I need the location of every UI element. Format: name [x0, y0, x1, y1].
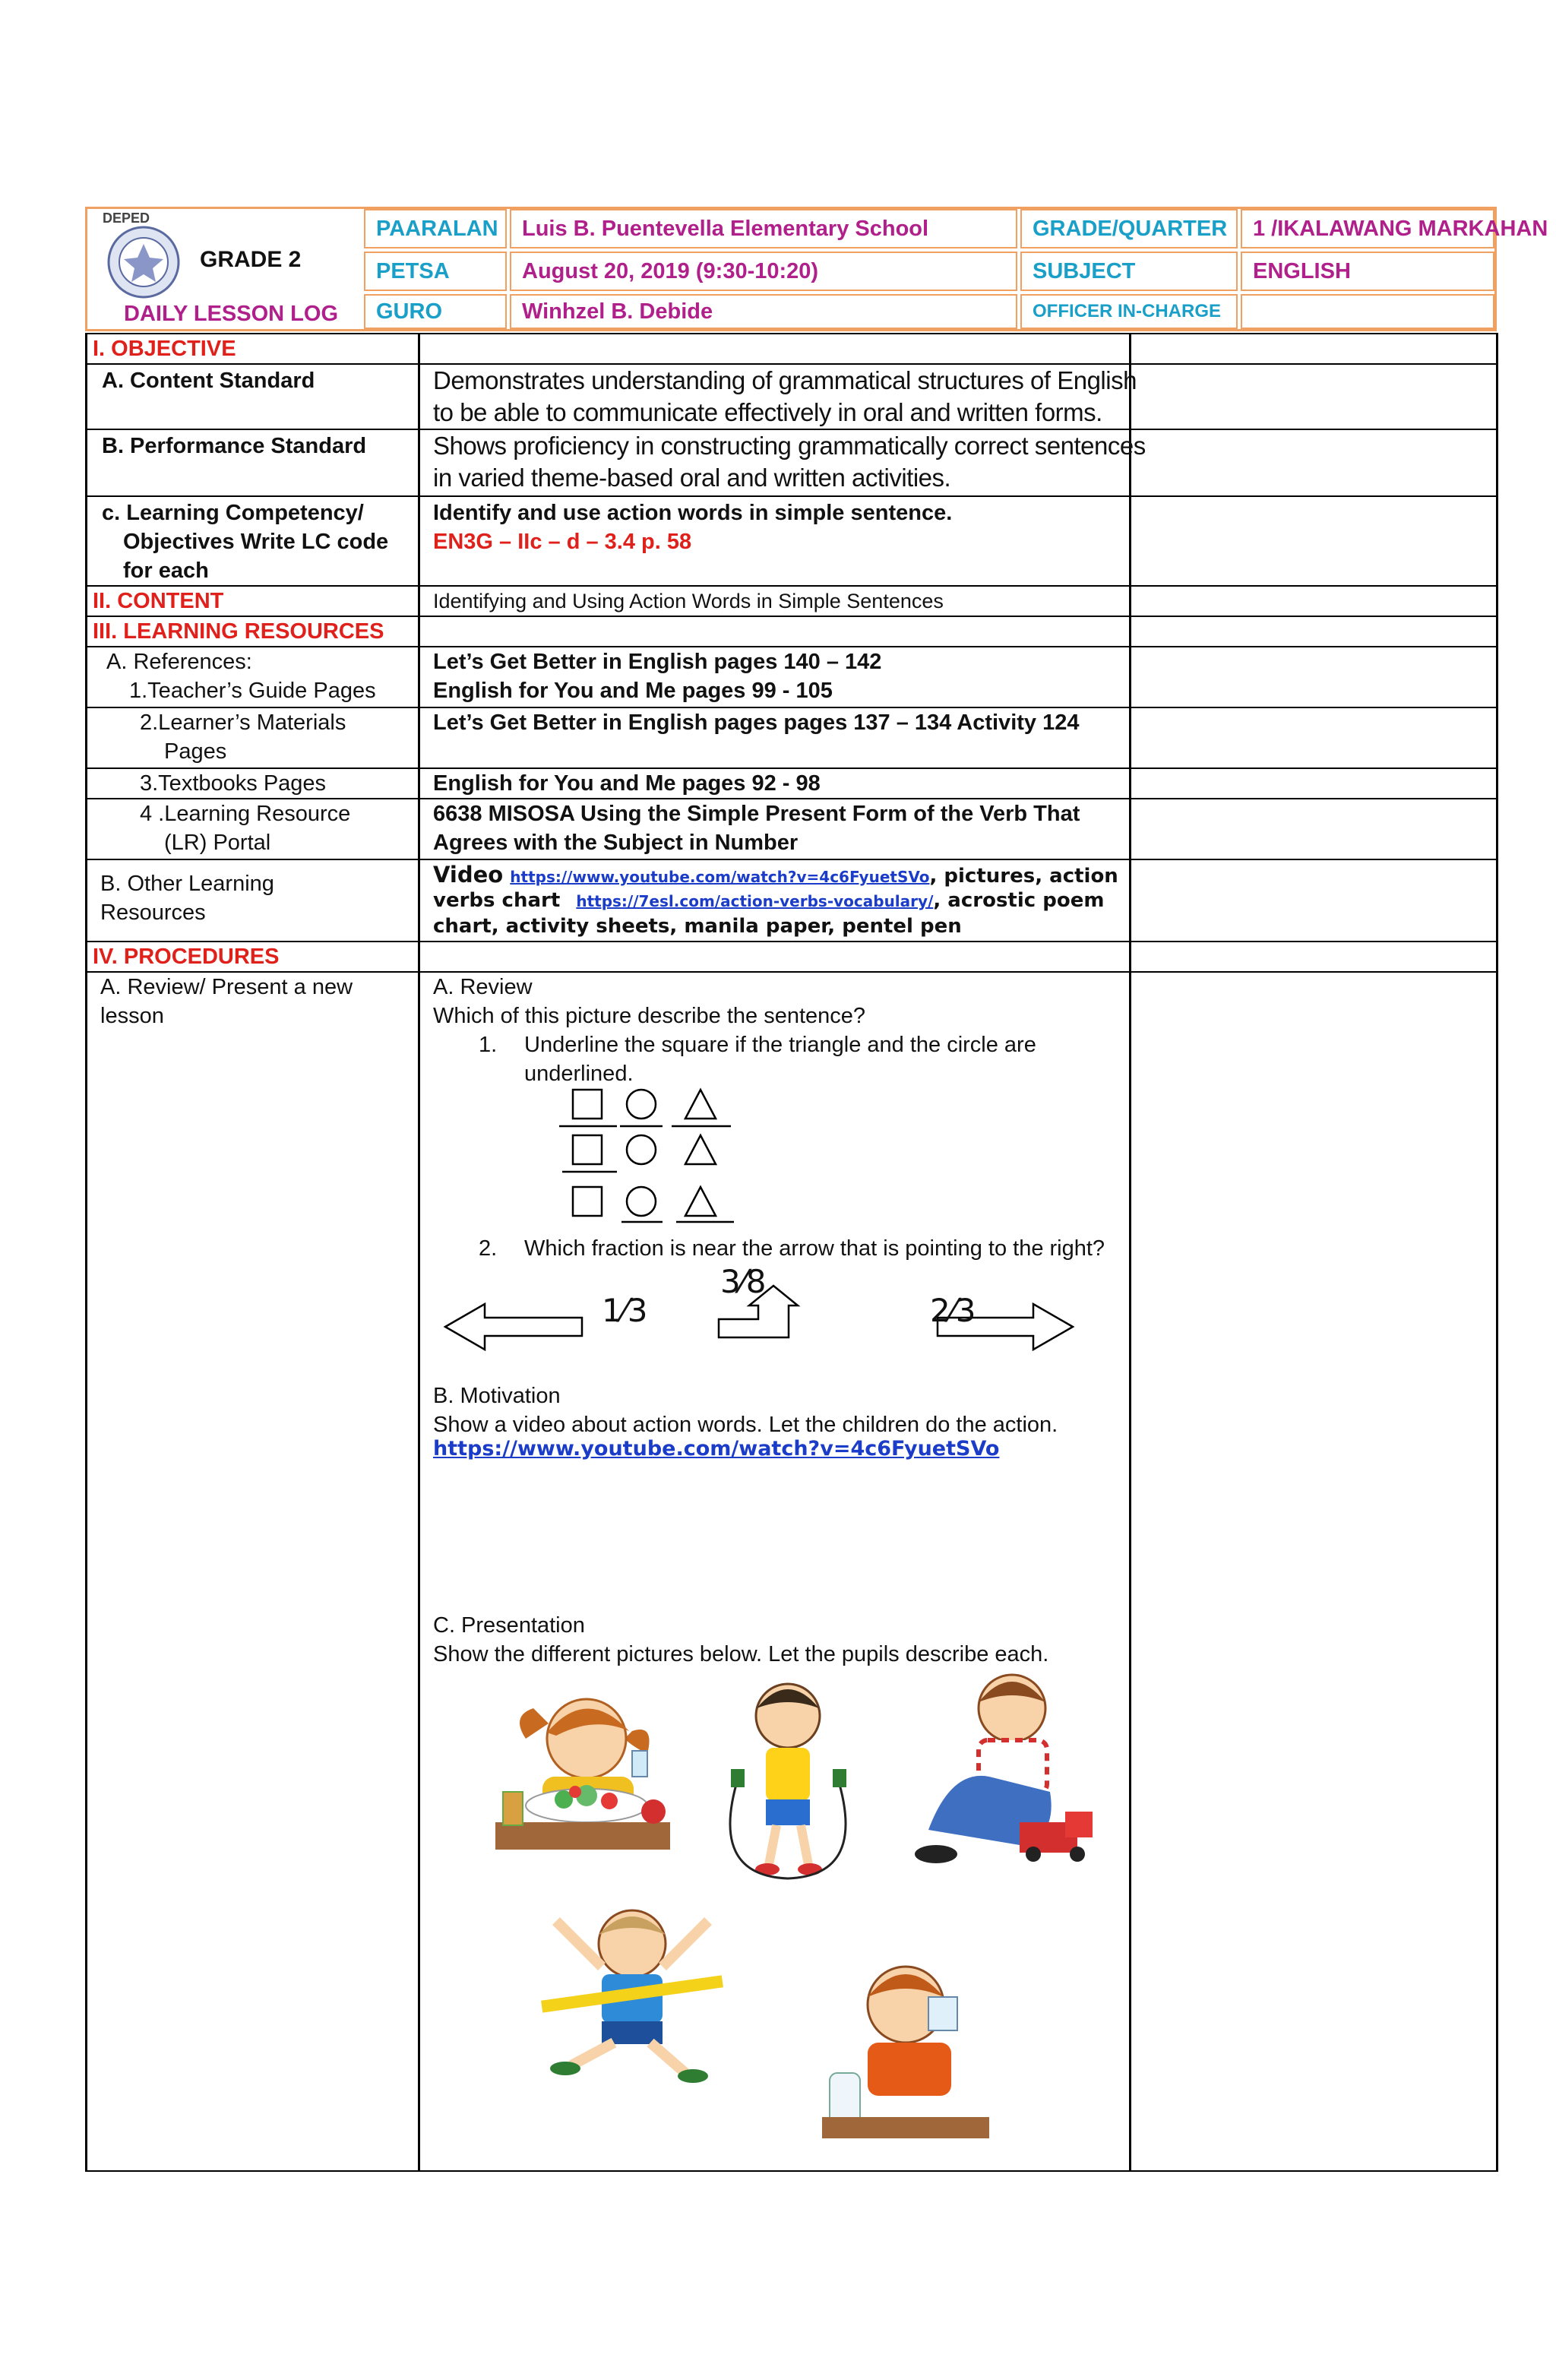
circle-icon [627, 1135, 656, 1164]
officer-value [1241, 294, 1494, 329]
textbooks-label: 3.Textbooks Pages [140, 771, 327, 796]
7esl-link[interactable]: https://7esl.com/action-verbs-vocabulary/ [576, 892, 934, 910]
lr-portal-label-2: (LR) Portal [164, 831, 271, 855]
circle-icon [627, 1090, 656, 1119]
item1-line2: underlined. [524, 1062, 634, 1086]
boy-jumping-rope-picture [693, 1663, 883, 1891]
grade-quarter-value: 1 /IKALAWANG MARKAHAN [1241, 209, 1494, 248]
teachers-guide-label: 1.Teacher’s Guide Pages [129, 679, 376, 703]
learners-materials-label-1: 2.Learner’s Materials [140, 711, 346, 735]
performance-standard-line2: in varied theme-based oral and written activities. [433, 464, 951, 492]
boy-drinking-milk-picture [814, 1944, 997, 2141]
other-materials: chart, activity sheets, manila paper, pentel pen [433, 915, 962, 938]
presentation-title: C. Presentation [433, 1613, 585, 1638]
teachers-guide-ref-2: English for You and Me pages 99 - 105 [433, 679, 833, 703]
other-resources-label-1: B. Other Learning [100, 872, 274, 896]
daily-lesson-log-title: DAILY LESSON LOG [124, 302, 338, 326]
square-icon [573, 1090, 602, 1119]
competency-label-3: for each [123, 559, 209, 583]
lr-portal-ref-2: Agrees with the Subject in Number [433, 831, 799, 855]
item2-text: Which fraction is near the arrow that is pointing to the right? [524, 1236, 1105, 1261]
lr-portal-ref-1: 6638 MISOSA Using the Simple Present Form of the Verb That [433, 802, 1080, 826]
review-question: Which of this picture describe the sentence? [433, 1004, 866, 1028]
presentation-text: Show the different pictures below. Let the pupils describe each. [433, 1642, 1049, 1666]
youtube-link[interactable]: https://www.youtube.com/watch?v=4c6FyuetSVo [510, 868, 930, 886]
square-icon [573, 1135, 602, 1164]
review-label-1: A. Review/ Present a new [100, 975, 353, 999]
teachers-guide-ref-1: Let’s Get Better in English pages 140 – 142 [433, 650, 882, 674]
competency-label-2: Objectives Write LC code [123, 530, 389, 554]
grade-label: GRADE 2 [200, 247, 302, 272]
teacher-name: Winhzel B. Debide [510, 294, 1017, 329]
other-video-label: Video [433, 862, 504, 888]
triangle-icon [685, 1090, 716, 1119]
motivation-text: Show a video about action words. Let the children do the action. [433, 1413, 1058, 1437]
paaralan-label: PAARALAN [364, 209, 507, 248]
content-standard-line2: to be able to communicate effectively in oral and written forms. [433, 398, 1102, 426]
content-heading: II. CONTENT [93, 589, 224, 613]
fraction-middle: 3⁄8 [720, 1263, 767, 1300]
circle-icon [627, 1187, 656, 1216]
other-after-link2: , acrostic poem [933, 889, 1105, 912]
performance-standard-line1: Shows proficiency in constructing grammatically correct sentences [433, 432, 1146, 460]
motivation-title: B. Motivation [433, 1384, 561, 1408]
objective-heading: I. OBJECTIVE [93, 337, 236, 361]
review-title: A. Review [433, 975, 533, 999]
textbooks-ref: English for You and Me pages 92 - 98 [433, 771, 821, 796]
seal-text: DEPED [103, 210, 150, 226]
lesson-date: August 20, 2019 (9:30-10:20) [510, 252, 1017, 291]
guro-label: GURO [364, 294, 507, 329]
learners-materials-label-2: Pages [164, 739, 227, 764]
motivation-video-link[interactable]: https://www.youtube.com/watch?v=4c6FyuetSVo [433, 1437, 1000, 1461]
boy-playing-toy-truck-picture [906, 1655, 1103, 1883]
review-label-2: lesson [100, 1004, 164, 1028]
arrow-left-icon [445, 1304, 582, 1350]
subject-value: ENGLISH [1241, 252, 1494, 291]
other-resources-label-2: Resources [100, 900, 206, 925]
petsa-label: PETSA [364, 252, 507, 291]
shapes-figure [556, 1087, 799, 1228]
school-name: Luis B. Puentevella Elementary School [510, 209, 1017, 248]
subject-label: SUBJECT [1020, 252, 1238, 291]
lesson-table [85, 333, 1498, 2172]
performance-standard-label: B. Performance Standard [102, 434, 367, 458]
triangle-icon [685, 1135, 716, 1164]
officer-label: OFFICER IN-CHARGE [1020, 294, 1238, 329]
fraction-right: 2⁄3 [930, 1292, 976, 1329]
lr-portal-label-1: 4 .Learning Resource [140, 802, 351, 826]
deped-seal-icon [106, 224, 182, 300]
competency-code: EN3G – IIc – d – 3.4 p. 58 [433, 530, 692, 554]
content-standard-label: A. Content Standard [102, 369, 315, 393]
other-after-link1: , pictures, action [929, 865, 1118, 888]
references-label: A. References: [106, 650, 252, 674]
grade-quarter-label: GRADE/QUARTER [1020, 209, 1238, 248]
learning-resources-heading: III. LEARNING RESOURCES [93, 619, 384, 644]
item1-line1: Underline the square if the triangle and the circle are [524, 1033, 1036, 1057]
fraction-left: 1⁄3 [602, 1292, 648, 1329]
item1-number: 1. [479, 1033, 498, 1057]
lesson-header [85, 207, 1548, 331]
item2-number: 2. [479, 1236, 498, 1261]
content-standard-line1: Demonstrates understanding of grammatical structures of English [433, 366, 1137, 394]
content-text: Identifying and Using Action Words in Simple Sentences [433, 590, 944, 612]
fraction-arrows-figure [442, 1275, 1126, 1366]
square-icon [573, 1187, 602, 1216]
competency-text: Identify and use action words in simple sentence. [433, 501, 953, 525]
girl-eating-salad-picture [480, 1678, 678, 1860]
learners-materials-ref: Let’s Get Better in English pages pages 137 – 134 Activity 124 [433, 711, 1080, 735]
triangle-icon [685, 1187, 716, 1216]
procedures-heading: IV. PROCEDURES [93, 945, 280, 969]
other-verbs-chart: verbs chart [433, 889, 561, 912]
boy-running-picture [526, 1891, 738, 2088]
competency-label-1: c. Learning Competency/ [102, 501, 364, 525]
